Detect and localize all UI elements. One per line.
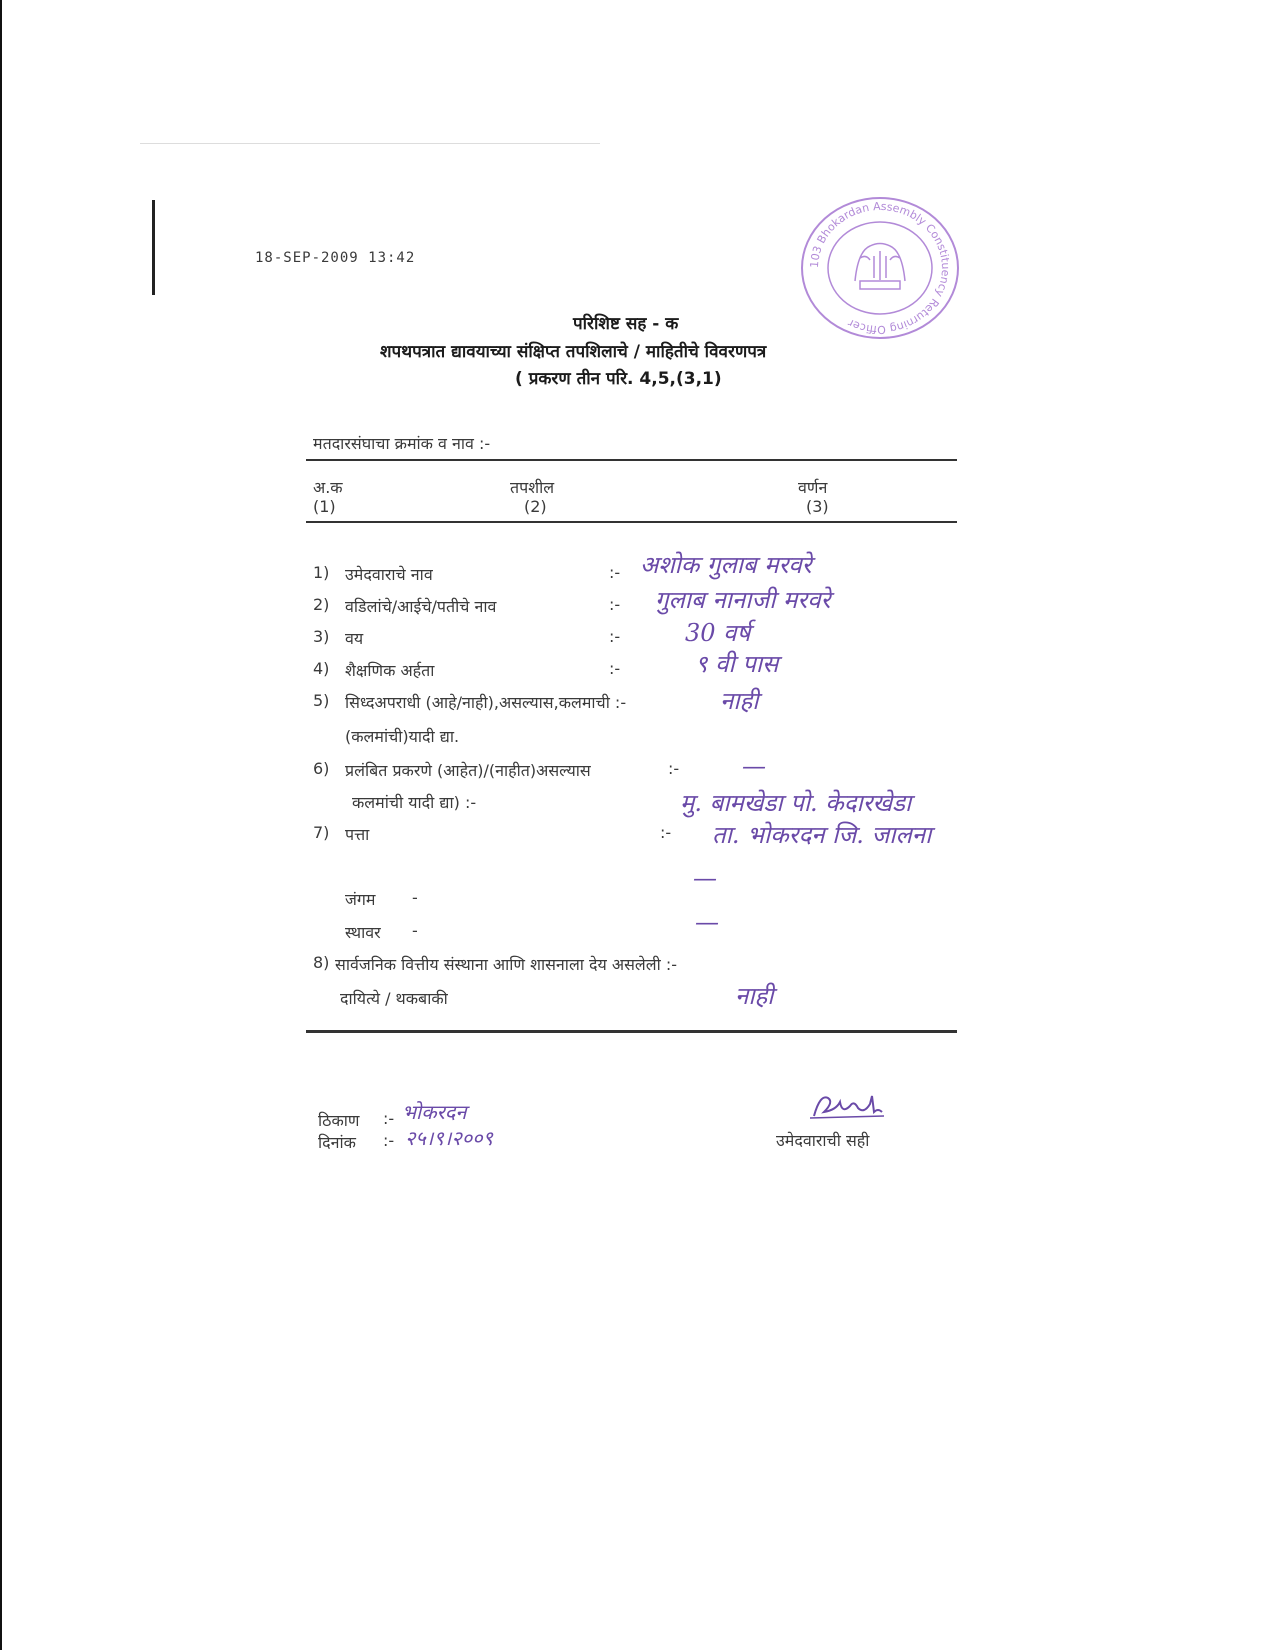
col-number-description: (3) [806,497,829,516]
fax-header: 18-SEP-2009 13:42 [255,250,416,266]
row-separator: :- [660,823,672,842]
row-separator: :- [668,759,680,778]
row-number: 4) [313,659,330,678]
form-subtitle: शपथपत्रात द्यावयाच्या संक्षिप्त तपशिलाचे / माहितीचे विवरणपत्र [380,342,767,362]
table-header-rule [306,521,957,523]
scan-mark [152,200,155,295]
asset-separator: - [412,888,418,907]
asset-label-movable: जंगम [345,890,376,909]
row-sublabel-liabilities: दायित्ये / थकबाकी [340,989,448,1008]
row-number: 8) [313,953,330,972]
row-label-candidate-name: उमेदवाराचे नाव [345,565,433,584]
candidate-signature [806,1088,886,1124]
row-label-liabilities: सार्वजनिक वित्तीय संस्थाना आणि शासनाला देय असलेली :- [335,955,678,974]
handwritten-parent-name: गुलाब नानाजी मरवरे [655,586,831,614]
handwritten-address-line2: ता. भोकरदन जि. जालना [712,821,932,849]
row-label-parent-name: वडिलांचे/आईचे/पतीचे नाव [345,597,497,616]
col-header-serial: अ.क [313,478,343,497]
handwritten-pending-cases: — [742,752,766,780]
handwritten-age: 30 वर्ष [685,619,751,647]
row-label-pending-cases: प्रलंबित प्रकरणे (आहेत)/(नाहीत)असल्यास [345,761,591,780]
form-title: परिशिष्ट सह - क [573,314,679,334]
row-separator: :- [609,595,621,614]
handwritten-address-line1: मु. बामखेडा पो. केदारखेडा [680,789,912,817]
col-number-serial: (1) [313,497,336,516]
row-separator: :- [609,627,621,646]
handwritten-movable-assets: — [693,864,717,892]
row-label-convictions: सिध्दअपराधी (आहे/नाही),असल्यास,कलमाची :- [345,693,627,712]
handwritten-convictions: नाही [720,687,759,715]
place-label: ठिकाण [318,1111,360,1130]
row-separator: :- [609,563,621,582]
form-reference: ( प्रकरण तीन परि. 4,5,(3,1) [515,369,722,389]
place-separator: :- [383,1109,395,1128]
row-number: 2) [313,595,330,614]
row-sublabel-convictions: (कलमांची)यादी द्या. [345,727,460,746]
handwritten-immovable-assets: — [695,908,719,936]
constituency-label: मतदारसंघाचा क्रमांक व नाव :- [313,434,491,453]
date-separator: :- [383,1131,395,1150]
handwritten-place: भोकरदन [402,1100,467,1124]
row-label-address: पत्ता [345,825,370,844]
table-top-rule [306,459,957,461]
asset-separator: - [412,921,418,940]
col-header-details: तपशील [510,478,555,497]
seal-ring-text: 103 Bhokardan Assembly Constituency Returning Officer [807,199,953,337]
table-bottom-rule [306,1030,957,1033]
row-number: 5) [313,691,330,710]
asset-label-immovable: स्थावर [345,923,381,942]
handwritten-education: ९ वी पास [695,650,779,678]
handwritten-candidate-name: अशोक गुलाब मरवरे [640,551,812,579]
handwritten-liabilities: नाही [735,982,774,1010]
handwritten-date: २५।९।२००९ [405,1126,493,1150]
row-label-education: शैक्षणिक अर्हता [345,661,435,680]
col-number-details: (2) [524,497,547,516]
col-header-description: वर्णन [798,478,828,497]
row-number: 6) [313,759,330,778]
scan-edge [0,0,2,1650]
official-seal-stamp [800,196,960,341]
row-label-age: वय [345,629,364,648]
signature-label: उमेदवाराची सही [776,1131,870,1150]
faint-rule [140,143,600,144]
row-number: 3) [313,627,330,646]
date-label: दिनांक [318,1133,356,1152]
row-number: 7) [313,823,330,842]
row-number: 1) [313,563,330,582]
row-separator: :- [609,659,621,678]
row-sublabel-pending-cases: कलमांची यादी द्या) :- [352,793,477,812]
